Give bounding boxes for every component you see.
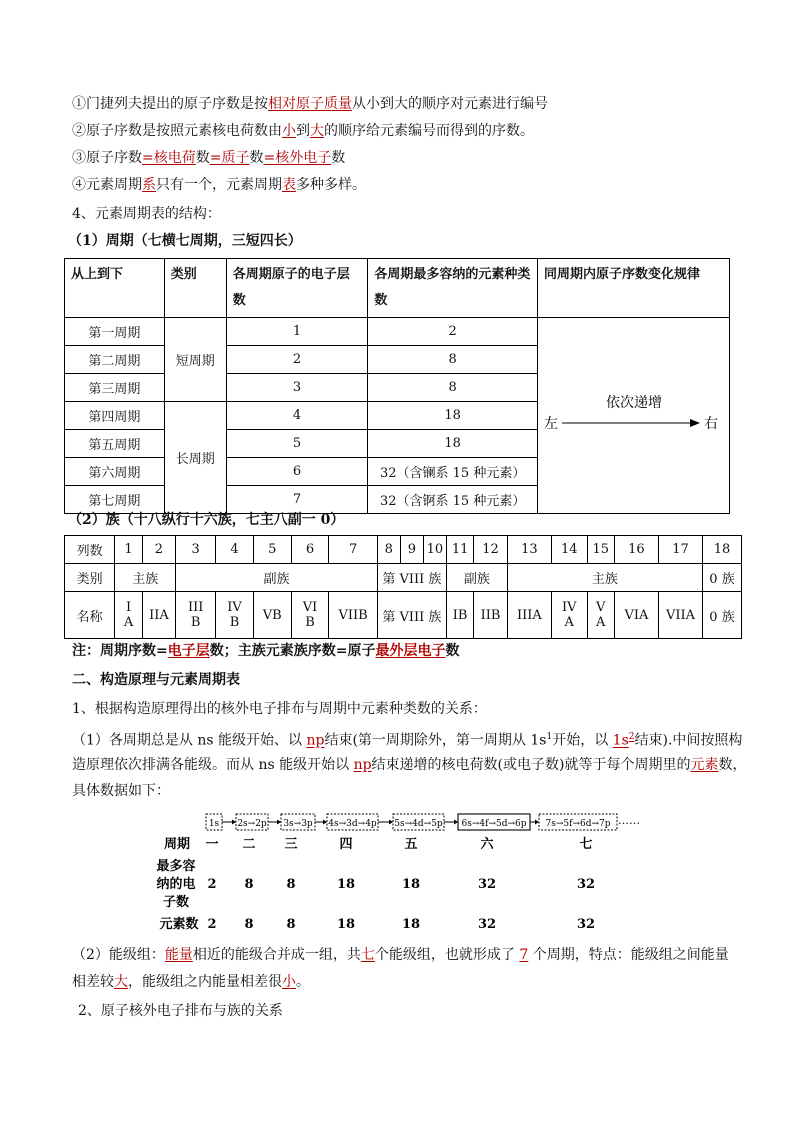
diagram-elements: 2 [207,917,217,932]
col-number: 4 [216,536,254,564]
diagram-electrons: 8 [286,877,296,892]
level-box-text: 3s→3p [283,819,313,829]
group-name: IV B [216,592,254,639]
type-label: 类别 [65,564,115,592]
group-name: VIA [614,592,658,639]
period-name: 第四周期 [65,402,165,430]
period-name: 第一周期 [65,318,165,346]
energy-level-sequence [206,814,640,830]
element-count: 18 [368,430,538,458]
diagram-ellipsis: …… [618,814,640,827]
paragraph-2-line-1: （2）能级组：能量相近的能级合并成一组，共七个能级组，也就形成了 7 个周期，特点：能级组之间能量 [72,947,729,963]
col-number: 11 [446,536,473,564]
period-name: 第三周期 [65,374,165,402]
col-label: 列数 [65,536,115,564]
table-note: 注：周期序数=电子层数；主族元素族序数=原子最外层电子数 [72,643,460,659]
section-4-title: 4、元素周期表的结构： [72,206,221,222]
trend-cell [537,318,729,514]
layer-count: 7 [226,486,368,514]
group-name: III B [176,592,216,639]
group-title: （2）族（十八纵行十六族，七主八副一 0） [68,512,345,528]
period-title: （1）周期（七横七周期，三短四长） [68,233,302,249]
paragraph-1-line-1: （1）各周期总是从 ns 能级开始、以 np结束(第一周期除外，第一周期从 $1s^1$开始，以 $1s^2$结束).中间按照构 [72,732,743,749]
diagram-electrons: 32 [576,877,596,892]
period-name: 第二周期 [65,346,165,374]
subsection-1-title: 1、根据构造原理得出的核外电子排布与周期中元素种类数的关系： [72,701,487,717]
section-2-title: 二、构造原理与元素周期表 [72,672,240,688]
level-box-text: 2s→2p [237,819,267,829]
period-name: 第七周期 [65,486,165,514]
diagram-period: 一 [205,837,219,852]
diagram-elements: 18 [336,917,356,932]
energy-level-diagram [150,808,650,938]
period-table [64,258,730,514]
group-name: V A [587,592,614,639]
col-number: 2 [142,536,176,564]
layer-count: 6 [226,458,368,486]
diagram-elements: 32 [576,917,596,932]
period-name: 第六周期 [65,458,165,486]
diagram-period: 六 [480,837,494,852]
note-3: ③原子序数=核电荷数=质子数=核外电子数 [72,150,346,166]
col-number: 13 [507,536,551,564]
group-name: 0 族 [703,592,742,639]
diagram-electrons: 18 [336,877,356,892]
diagram-electrons: 32 [477,877,497,892]
arrow-head-icon [690,419,700,427]
trend-left: 左 [544,415,559,432]
trend-text: 依次递增 [606,394,663,411]
layer-count: 1 [226,318,368,346]
paragraph-1-line-2: 造原理依次排满各能级。而从 ns 能级开始以 np结束递增的核电荷数(或电子数)就等于每个周期里的元素数， [72,757,747,773]
col-number: 1 [115,536,142,564]
name-label: 名称 [65,592,115,639]
group-name: IIB [474,592,508,639]
col-number: 8 [377,536,400,564]
group-name: IB [446,592,473,639]
level-box-text: 6s→4f→5d→6p [461,819,527,829]
level-box-text: 1s [208,819,220,829]
subsection-2-title: 2、原子核外电子排布与族的关系 [78,1003,283,1019]
group-name: 第 VIII 族 [377,592,446,639]
header-order: 从上到下 [65,259,165,318]
diagram-elements: 18 [401,917,421,932]
paragraph-1-line-3: 具体数据如下： [72,783,170,799]
group-name: I A [115,592,142,639]
diagram-period: 二 [242,837,256,852]
element-count: 8 [368,346,538,374]
group-name: IIIA [507,592,551,639]
group-table [64,535,742,639]
row-label-element-count: 元素数 [159,917,199,932]
group-name: VI B [291,592,329,639]
col-number: 6 [291,536,329,564]
col-number: 7 [329,536,377,564]
note-1: ①门捷列夫提出的原子序数是按相对原子质量从小到大的顺序对元素进行编号 [72,96,548,112]
diagram-elements: 8 [244,917,254,932]
trend-right: 右 [704,415,719,432]
period-name: 第五周期 [65,430,165,458]
diagram-period: 三 [284,837,298,852]
col-number: 3 [176,536,216,564]
element-count: 2 [368,318,538,346]
col-number: 12 [474,536,508,564]
element-count: 32（含镧系 15 种元素） [368,458,538,486]
element-count: 8 [368,374,538,402]
group-name: VIIB [329,592,377,639]
paragraph-2-line-2: 相差较大，能级组之内能量相差很小。 [72,974,310,990]
group-name: IV A [551,592,587,639]
layer-count: 2 [226,346,368,374]
level-box-text: 4s→3d→4p [328,819,377,829]
type-sub: 副族 [176,564,378,592]
row-label-max-electrons-c: 子数 [162,895,190,910]
diagram-electrons: 18 [401,877,421,892]
diagram-period: 五 [404,837,418,852]
col-number: 15 [587,536,614,564]
type-main: 主族 [115,564,176,592]
type-viii: 第 VIII 族 [377,564,446,592]
layer-count: 3 [226,374,368,402]
group-name: IIA [142,592,176,639]
col-number: 17 [658,536,702,564]
col-number: 18 [703,536,742,564]
diagram-period: 七 [579,837,593,852]
level-box-text: 5s→4d→5p [394,819,443,829]
col-number: 9 [400,536,423,564]
header-max-elements: 各周期最多容纳的元素种类数 [368,259,538,318]
row-label-max-electrons-a: 最多容 [156,859,196,874]
note-4: ④元素周期系只有一个，元素周期表多种多样。 [72,177,366,193]
layer-count: 5 [226,430,368,458]
level-box-text: 7s→5f→6d→7p [545,819,611,829]
element-count: 32（含锕系 15 种元素） [368,486,538,514]
type-sub: 副族 [446,564,507,592]
short-period-label: 短周期 [164,318,226,402]
header-category: 类别 [164,259,226,318]
group-name: VB [253,592,291,639]
group-name: VIIA [658,592,702,639]
header-trend: 同周期内原子序数变化规律 [537,259,729,318]
diagram-electrons: 8 [244,877,254,892]
trend-arrow [538,386,728,446]
type-zero: 0 族 [703,564,742,592]
diagram-period: 四 [339,837,353,852]
header-layers: 各周期原子的电子层数 [226,259,368,318]
note-2: ②原子序数是按照元素核电荷数由小到大的顺序给元素编号而得到的序数。 [72,123,534,139]
long-period-label: 长周期 [164,402,226,514]
col-number: 10 [423,536,446,564]
layer-count: 4 [226,402,368,430]
row-label-max-electrons-b: 纳的电 [156,877,196,892]
diagram-electrons: 2 [207,877,217,892]
col-number: 5 [253,536,291,564]
element-count: 18 [368,402,538,430]
row-label-period: 周期 [163,837,191,852]
diagram-elements: 8 [286,917,296,932]
col-number: 14 [551,536,587,564]
type-main: 主族 [507,564,702,592]
col-number: 16 [614,536,658,564]
diagram-elements: 32 [477,917,497,932]
